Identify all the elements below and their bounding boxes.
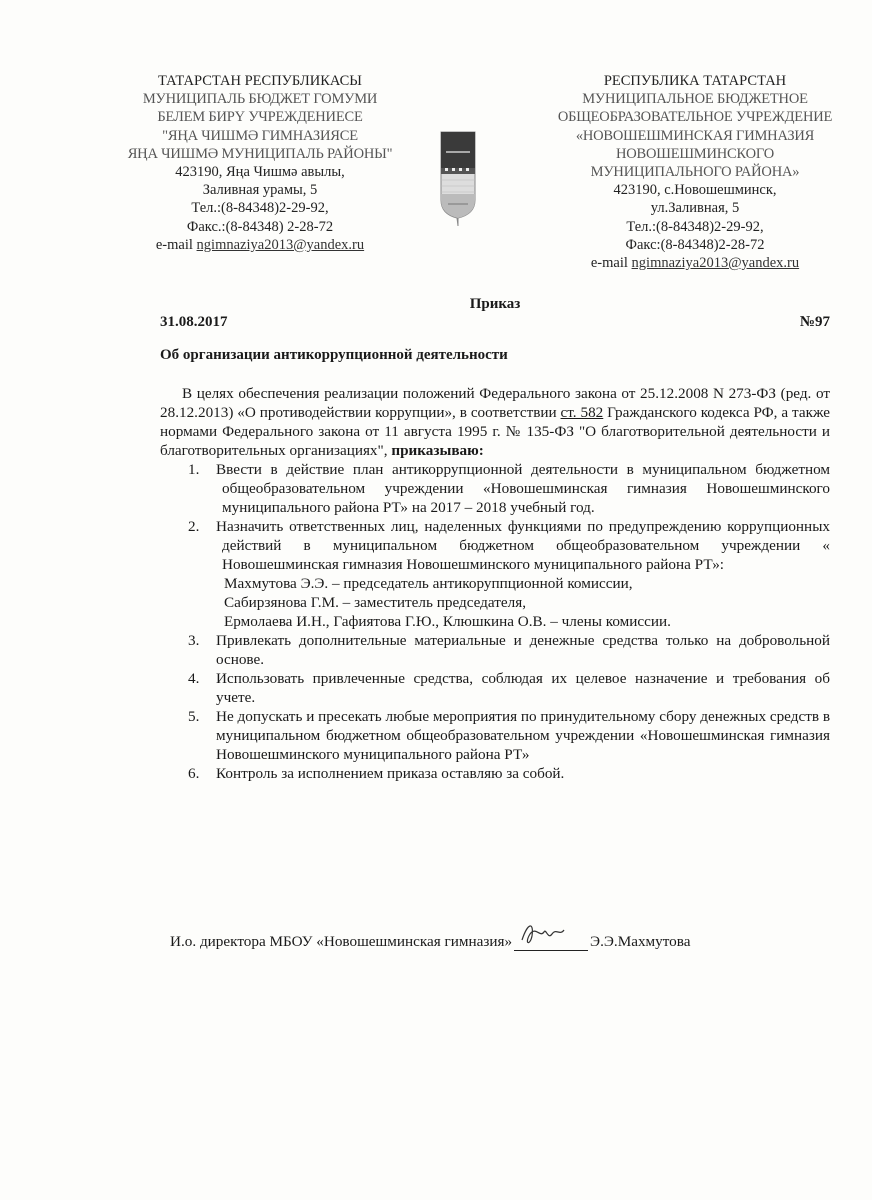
order-item [160, 631, 830, 669]
item-text: Назначить ответственных лиц, наделенных функциями по предупреждению коррупционных действий в муниципальном бюджетном общеобразовательном учреждении « Новошешминская гимназия Новошешминского муниципального района РТ»: [216, 518, 830, 573]
preamble-text: Гражданского кодекса РФ, а также нормами Федерального закона от 11 августа 1995 г. № 135-ФЗ "О благотворительной деятельности и благотворительных организациях", [160, 404, 830, 459]
document-heading: Об организации антикоррупционной деятельности [160, 347, 508, 363]
document-title: Приказ [469, 296, 521, 312]
order-item [160, 707, 830, 764]
fax: Факс.:(8-84348) 2-28-72 [186, 218, 334, 235]
header-line: НОВОШЕШМИНСКОГО [616, 145, 774, 162]
document-date: 31.08.2017 [160, 314, 228, 330]
document-body [160, 384, 830, 783]
email-line [545, 254, 845, 272]
signature-block [170, 932, 690, 951]
order-verb: приказываю: [391, 442, 484, 459]
item-number: 1. [188, 461, 200, 478]
header-line: "ЯҢА ЧИШМӘ ГИМНАЗИЯСЕ [162, 127, 358, 144]
commission-member: Ермолаева И.Н., Гафиятова Г.Ю., Клюшкина О.В. – члены комиссии. [224, 613, 671, 630]
law-article-link[interactable]: ст. 582 [560, 404, 604, 421]
address-line: 423190, с.Новошешминск, [613, 182, 777, 199]
address-line: ул.Заливная, 5 [650, 200, 740, 217]
order-item [160, 460, 830, 517]
header-line: ТАТАРСТАН РЕСПУБЛИКАСЫ [158, 73, 362, 89]
header-line: МУНИЦИПАЛЬ БЮДЖЕТ ГОМУМИ [142, 91, 378, 108]
header-line: ОБЩЕОБРАЗОВАТЕЛЬНОЕ УЧРЕЖДЕНИЕ [557, 109, 833, 126]
item-number: 5. [188, 708, 200, 725]
email-label: e-mail [155, 236, 193, 253]
order-items [160, 460, 830, 783]
header-line: МУНИЦИПАЛЬНОГО РАЙОНА» [590, 164, 800, 181]
header-line: БЕЛЕМ БИРҮ УЧРЕЖДЕНИЕСЕ [157, 109, 363, 126]
phone: Тел.:(8-84348)2-29-92, [191, 200, 329, 217]
item-number: 2. [188, 518, 200, 535]
header-line: МУНИЦИПАЛЬНОЕ БЮДЖЕТНОЕ [582, 91, 808, 108]
preamble [160, 384, 830, 460]
address-line: Заливная урамы, 5 [202, 182, 318, 199]
document-number: №97 [799, 314, 830, 330]
commission-member: Махмутова Э.Э. – председатель антикоруппционной комиссии, [224, 575, 633, 592]
email-line [100, 236, 420, 254]
header-right-russian [545, 72, 845, 272]
item-text: Привлекать дополнительные материальные и денежные средства только на добровольной основе. [216, 632, 830, 668]
fax: Факс:(8-84348)2-28-72 [625, 236, 765, 253]
header-left-tatar [100, 72, 420, 254]
phone: Тел.:(8-84348)2-29-92, [626, 218, 764, 235]
order-item [160, 517, 830, 631]
item-number: 3. [188, 632, 200, 649]
item-number: 4. [188, 670, 200, 687]
item-text: Не допускать и пресекать любые мероприятия по принудительному сбору денежных средств в муниципальном бюджетном общеобразовательном учреждении «Новошешминская гимназия Новошешминского муниципального района РТ» [216, 708, 830, 763]
commission-member: Сабирзянова Г.М. – заместитель председателя, [224, 594, 526, 611]
header-line: РЕСПУБЛИКА ТАТАРСТАН [603, 73, 787, 89]
header-line: «НОВОШЕШМИНСКАЯ ГИМНАЗИЯ [575, 127, 815, 144]
handwritten-signature-icon [518, 918, 568, 950]
signatory-name: Э.Э.Махмутова [590, 933, 691, 950]
email-label: e-mail [590, 255, 628, 272]
shield-icon [440, 130, 476, 226]
order-item [160, 764, 830, 783]
item-text: Ввести в действие план антикоррупционной деятельности в муниципальном бюджетном общеобразовательном учреждении «Новошешминская гимназия Новошешминского муниципального района РТ» на 2017 – 2018 учебный год. [216, 461, 830, 516]
email-link[interactable]: ngimnaziya2013@yandex.ru [196, 236, 365, 253]
email-link[interactable]: ngimnaziya2013@yandex.ru [631, 255, 800, 272]
signature-line [514, 932, 588, 951]
item-number: 6. [188, 765, 200, 782]
signatory-position: И.о. директора МБОУ «Новошешминская гимназия» [170, 933, 513, 950]
header-line: ЯҢА ЧИШМӘ МУНИЦИПАЛЬ РАЙОНЫ" [127, 145, 393, 162]
order-item [160, 669, 830, 707]
coat-of-arms-emblem [440, 130, 476, 226]
preamble-text: В целях обеспечения реализации положений Федерального закона от 25.12.2008 N 273-ФЗ (ред. от 28.12.2013) «О противодействии коррупции», в соответствии [160, 385, 830, 421]
item-text: Использовать привлеченные средства, соблюдая их целевое назначение и требования об учете. [216, 670, 830, 706]
date-number-line [160, 314, 830, 331]
item-text: Контроль за исполнением приказа оставляю за собой. [216, 765, 565, 782]
address-line: 423190, Яңа Чишмә авылы, [175, 164, 345, 181]
